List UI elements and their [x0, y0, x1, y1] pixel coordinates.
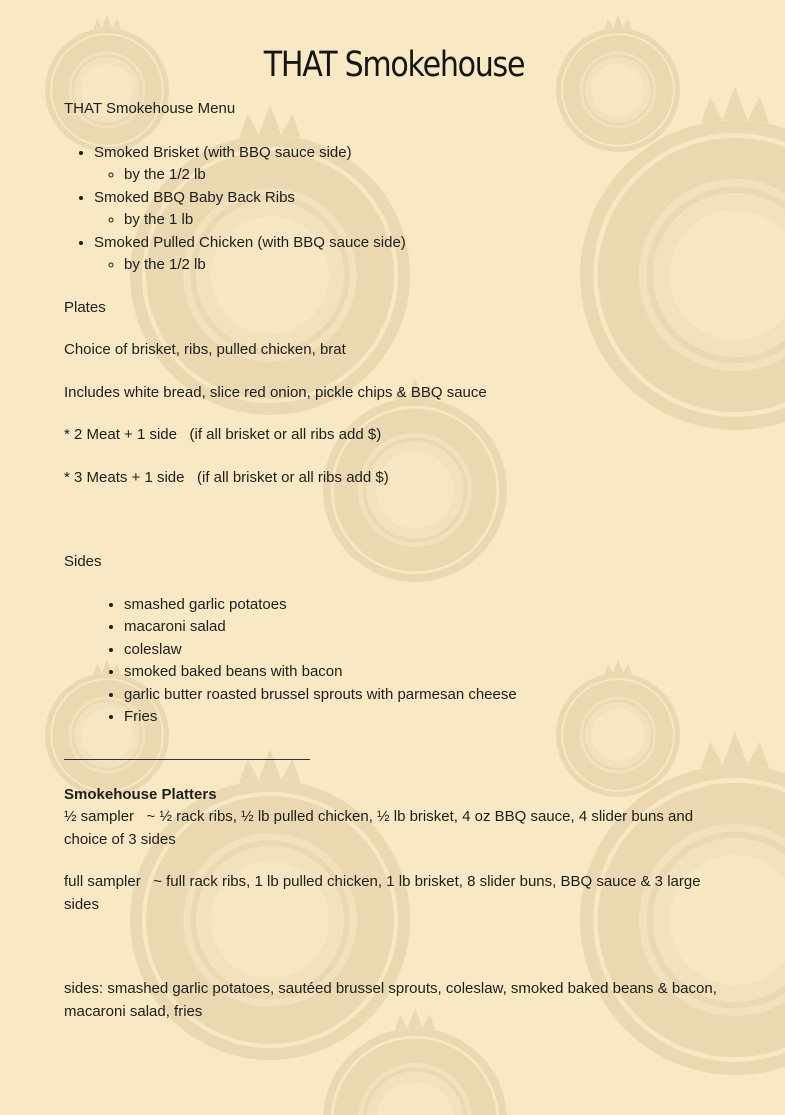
- meats-list: [64, 142, 724, 277]
- list-item: • smashed garlic potatoes: [124, 594, 724, 617]
- meat-name: Smoked BBQ Baby Back Ribs: [94, 188, 295, 206]
- list-item: • smoked baked beans with bacon: [124, 661, 724, 684]
- plates-heading: Plates: [64, 298, 106, 316]
- meat-unit: ◦ by the 1 lb: [124, 209, 724, 232]
- list-item: • macaroni salad: [124, 616, 724, 639]
- meat-name: Smoked Pulled Chicken (with BBQ sauce side): [94, 233, 406, 251]
- platter-sides-note: sides: smashed garlic potatoes, sautéed brussel sprouts, coleslaw, smoked baked beans & bacon, macaroni salad, fries: [64, 980, 717, 1020]
- page-title: THAT Smokehouse: [263, 45, 525, 85]
- meat-unit-list: [94, 164, 724, 187]
- list-item: • coleslaw: [124, 639, 724, 662]
- section-divider: [64, 759, 310, 760]
- list-item: [94, 142, 724, 187]
- meat-unit-list: [94, 209, 724, 232]
- plates-option-2-meat: * 2 Meat + 1 side (if all brisket or all ribs add $): [64, 426, 382, 443]
- menu-document: [64, 0, 724, 1023]
- list-item: • Fries: [124, 706, 724, 729]
- plates-option-3-meat: * 3 Meats + 1 side (if all brisket or all ribs add $): [64, 468, 389, 486]
- list-item: [94, 232, 724, 277]
- platter-full-sampler: full sampler ~ full rack ribs, 1 lb pulled chicken, 1 lb brisket, 8 slider buns, BBQ sauce & 3 large sides: [64, 873, 705, 913]
- menu-title: THAT Smokehouse Menu: [64, 100, 236, 117]
- list-item: [94, 187, 724, 232]
- list-item: • garlic butter roasted brussel sprouts with parmesan cheese: [124, 684, 724, 707]
- meat-unit: ◦ by the 1/2 lb: [124, 164, 724, 187]
- meat-unit: ◦ by the 1/2 lb: [124, 254, 724, 277]
- meat-unit-list: [94, 254, 724, 277]
- plates-includes: Includes white bread, slice red onion, pickle chips & BBQ sauce: [64, 383, 487, 401]
- platter-half-sampler: ½ sampler ~ ½ rack ribs, ½ lb pulled chicken, ½ lb brisket, 4 oz BBQ sauce, 4 slider buns and choice of 3 sides: [64, 808, 698, 848]
- platters-heading: Smokehouse Platters: [64, 785, 217, 803]
- plates-choice: Choice of brisket, ribs, pulled chicken, brat: [64, 341, 346, 358]
- meat-name: Smoked Brisket (with BBQ sauce side): [94, 143, 352, 161]
- sides-list: [64, 594, 724, 729]
- sides-heading: Sides: [64, 553, 102, 570]
